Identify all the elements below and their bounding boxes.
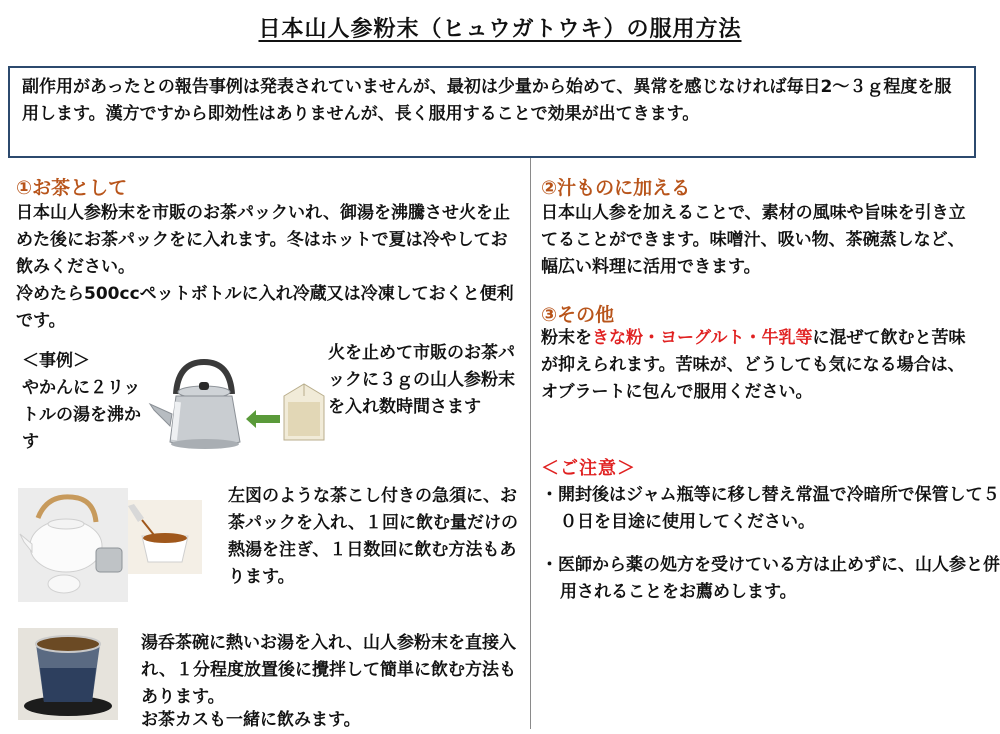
caution-heading: ＜ご注意＞ <box>541 458 636 479</box>
soup-text: 日本山人参を加えることで、素材の風味や旨味を引き立てることができます。味噌汁、吸い物、茶碗蒸しなど、幅広い料理に活用できます。 <box>541 203 966 277</box>
kettle-image <box>148 352 260 458</box>
tea-intro: 日本山人参粉末を市販のお茶パックいれ、御湯を沸騰させ火を止めた後にお茶パックをに入れます。冬はホットで夏は冷やしてお飲みください。 <box>16 203 511 277</box>
arrow-left-icon <box>246 410 280 428</box>
soup-heading: ②汁ものに加える <box>541 177 691 199</box>
teapot-image <box>18 488 128 602</box>
tea-heading: ①お茶として <box>16 177 128 199</box>
caution-item-medication: ・医師から薬の処方を受けている方は止めずに、山人参と併用されることをお薦めします。 <box>541 555 1000 602</box>
column-divider <box>530 158 531 729</box>
caution-item-storage: ・開封後はジャム瓶等に移し替え常温で冷暗所で保管して５０日を目途に使用してください。 <box>541 485 1000 532</box>
example-text: やかんに２リットルの湯を沸かす <box>22 378 141 452</box>
teapot-text: 左図のような茶こし付きの急須に、お茶パックを入れ、１回に飲む量だけの熱湯を注ぎ、１日数回に飲む方法もあります。 <box>228 486 519 587</box>
page-title: 日本山人参粉末（ヒュウガトウキ）の服用方法 <box>258 17 742 42</box>
tea-cup-image <box>128 500 202 574</box>
other-text-post: に混ぜて飲むと苦味が抑えられます。苦味が、どうしても気になる場合は、オブラートに包んで服用ください。 <box>541 328 966 402</box>
other-text-highlight: きな粉・ヨーグルト・牛乳等 <box>592 328 813 348</box>
other-heading: ③その他 <box>541 304 615 326</box>
kettle-text: 火を止めて市販のお茶パックに３ｇの山人参粉末を入れ数時間さます <box>328 343 515 417</box>
other-text-pre: 粉末を <box>541 328 592 348</box>
tea-intro-storage: 冷めたら500ccペットボトルに入れ冷蔵又は冷凍しておくと便利です。 <box>16 284 514 331</box>
example-label: ＜事例＞ <box>22 351 90 371</box>
notice-box: 副作用があったとの報告事例は発表されていませんが、最初は少量から始めて、異常を感じなければ毎日2～３ｇ程度を服用します。漢方ですから即効性はありませんが、長く服用することで効果が出てきます。 <box>8 66 976 158</box>
other-text <box>541 325 981 406</box>
cup-text: 湯呑茶碗に熱いお湯を入れ、山人参粉末を直接入れ、１分程度放置後に攪拌して簡単に飲む方法もあります。 <box>141 633 517 707</box>
cup-text-grounds: お茶カスも一緒に飲みます。 <box>141 710 361 730</box>
tea-bag-image <box>280 382 328 444</box>
yunomi-cup-image <box>18 628 118 720</box>
